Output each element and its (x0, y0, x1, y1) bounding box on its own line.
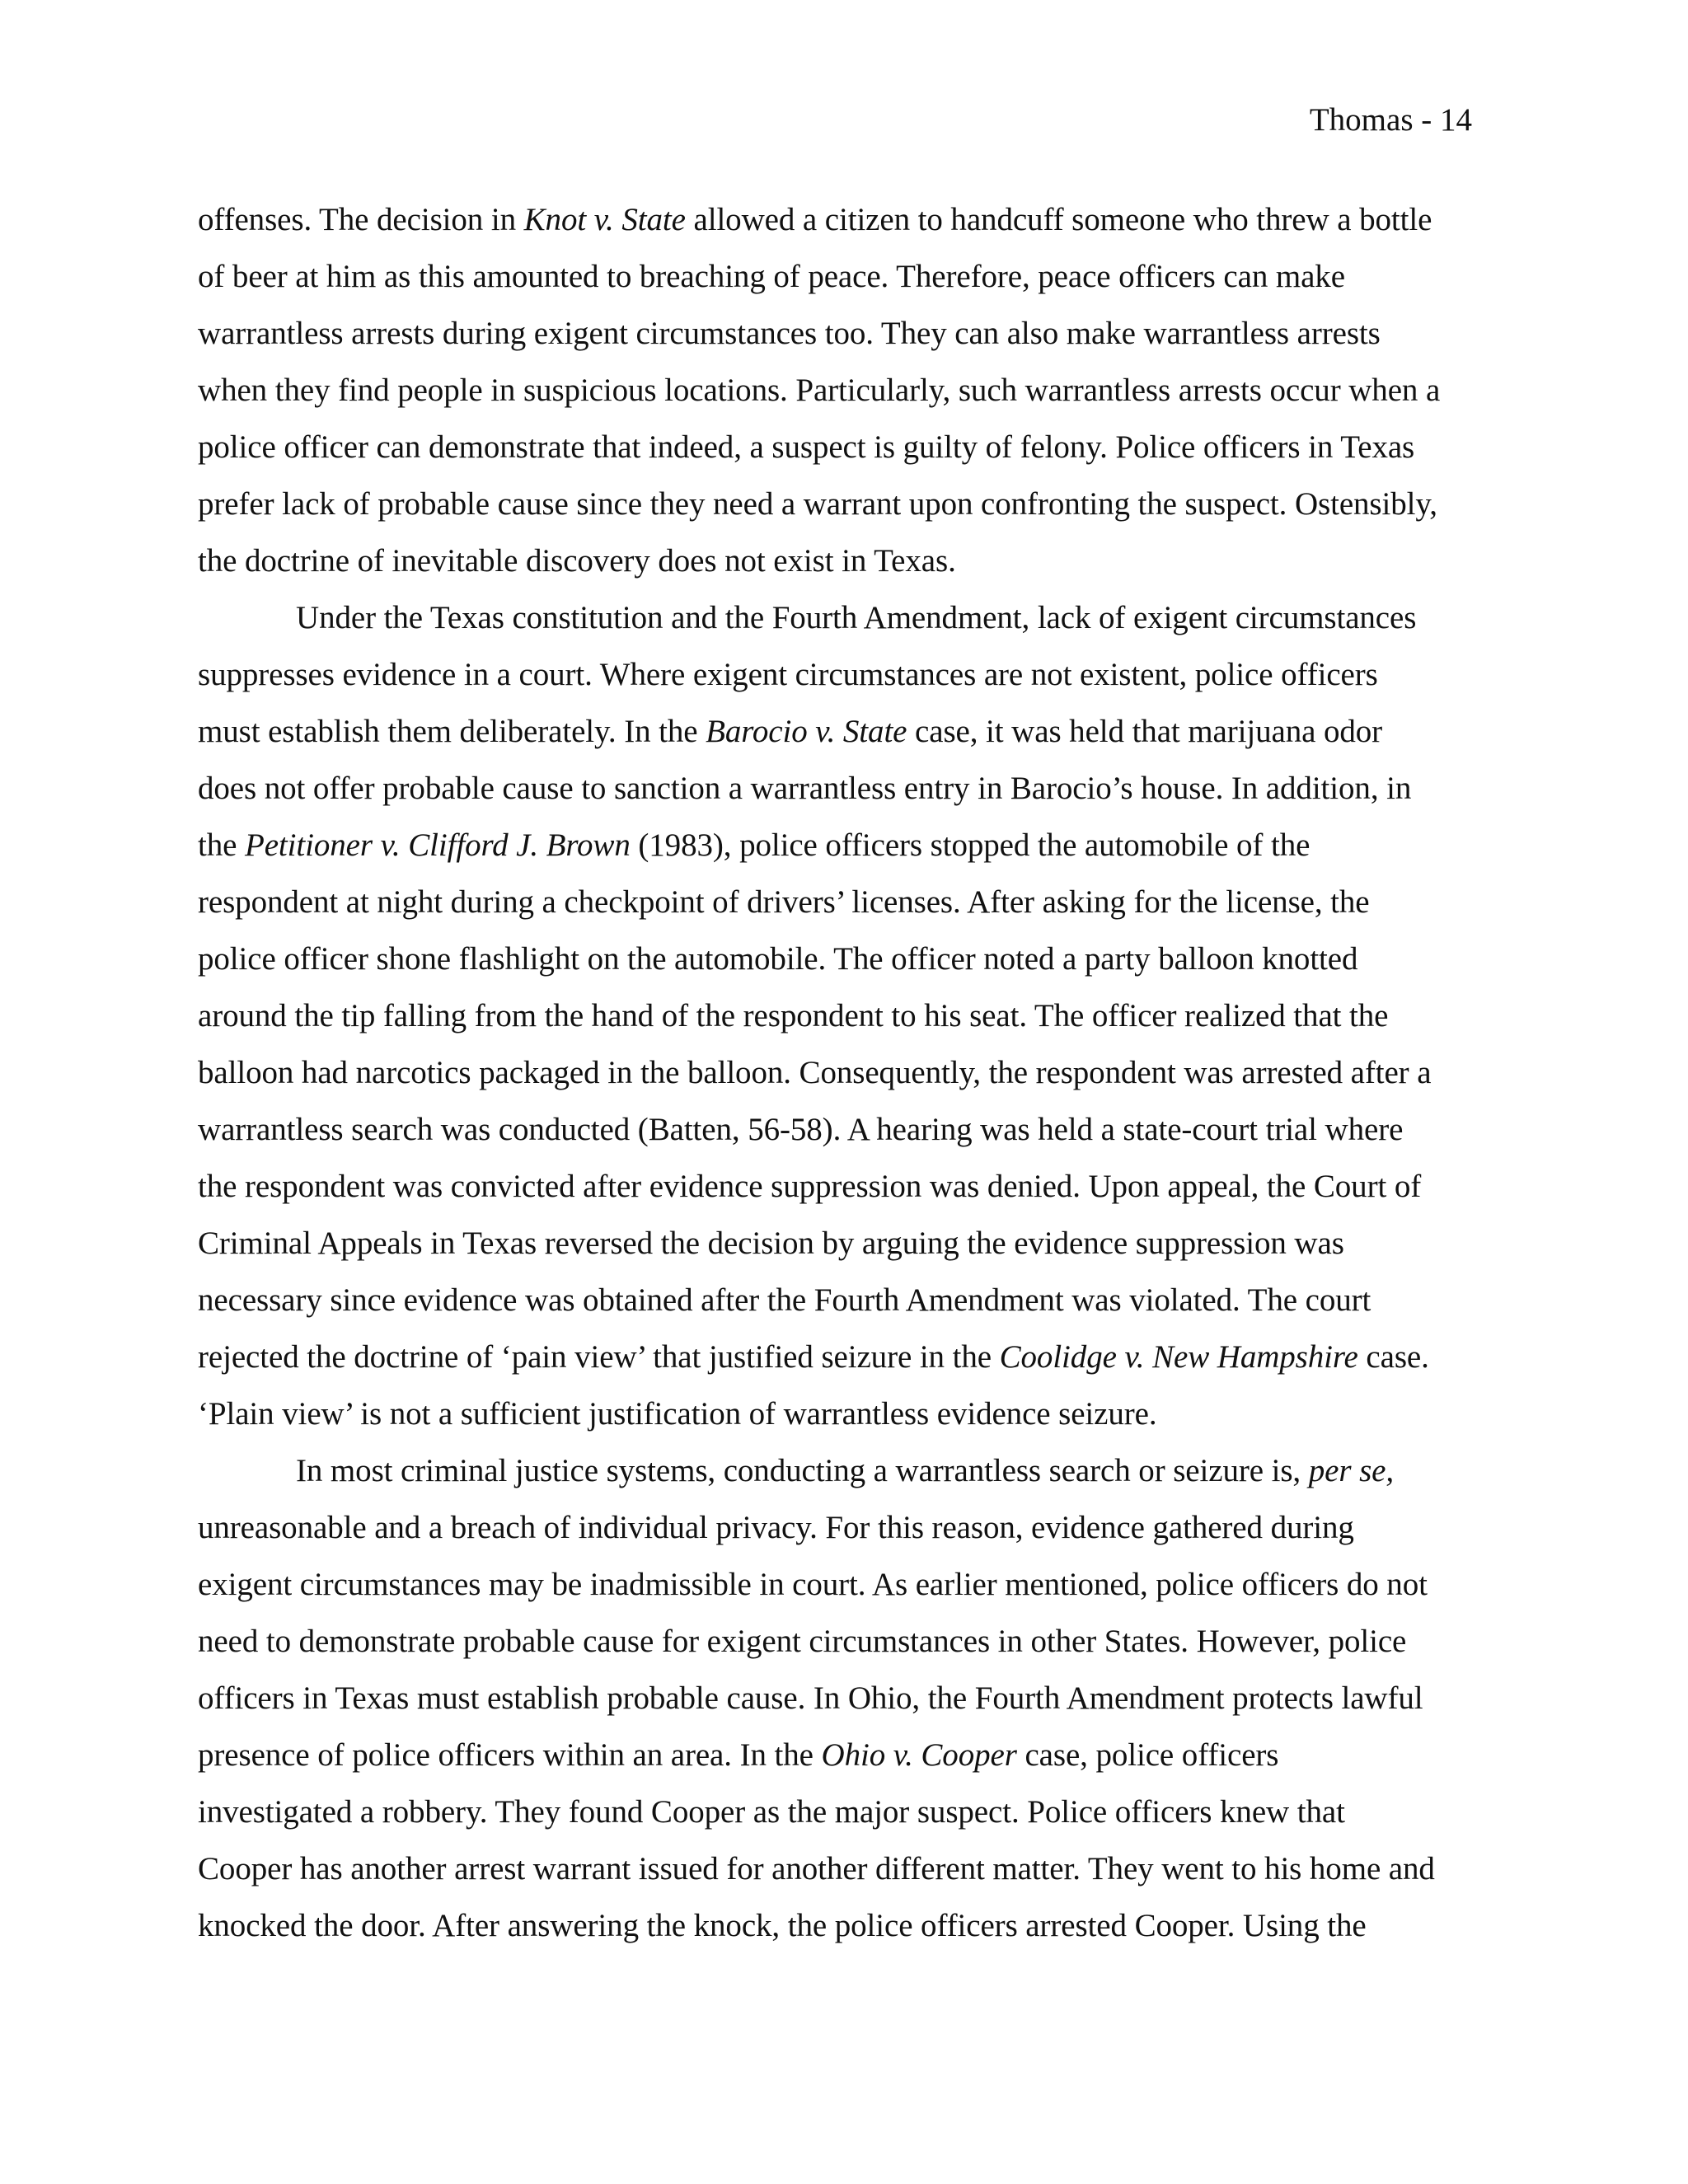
text-run: balloon had narcotics packaged in the balloon. Consequently, the respondent was arrested after a (198, 1055, 1432, 1090)
text-run: unreasonable and a breach of individual privacy. For this reason, evidence gathered during (198, 1510, 1354, 1545)
text-run: police officer can demonstrate that indeed, a suspect is guilty of felony. Police officers in Texas (198, 429, 1415, 465)
text-run: knocked the door. After answering the knock, the police officers arrested Cooper. Using the (198, 1908, 1367, 1943)
text-run: prefer lack of probable cause since they need a warrant upon confronting the suspect. Ostensibly, (198, 486, 1437, 522)
italic-case-name: Ohio v. Cooper (821, 1737, 1017, 1773)
text-line (198, 930, 1492, 987)
text-line (198, 589, 1492, 646)
text-line (198, 248, 1492, 305)
text-run: the respondent was convicted after evidence suppression was denied. Upon appeal, the Court of (198, 1169, 1422, 1204)
text-run: In most criminal justice systems, conducting a warrantless search or seizure is, (296, 1453, 1309, 1488)
text-line (198, 1556, 1492, 1613)
text-line (198, 1044, 1492, 1101)
text-line (198, 419, 1492, 476)
running-head: Thomas - 14 (1309, 102, 1472, 138)
text-run: investigated a robbery. They found Cooper as the major suspect. Police officers knew that (198, 1794, 1345, 1830)
text-run: need to demonstrate probable cause for exigent circumstances in other States. However, police (198, 1624, 1407, 1659)
text-run: case, police officers (1016, 1737, 1279, 1773)
text-run: rejected the doctrine of ‘pain view’ that justified seizure in the (198, 1339, 1000, 1375)
text-run: exigent circumstances may be inadmissible in court. As earlier mentioned, police officers do not (198, 1567, 1428, 1602)
text-run: of beer at him as this amounted to breaching of peace. Therefore, peace officers can make (198, 259, 1345, 294)
text-line (198, 1670, 1492, 1727)
text-run: allowed a citizen to handcuff someone who threw a bottle (685, 202, 1432, 237)
text-run: around the tip falling from the hand of the respondent to his seat. The officer realized that the (198, 998, 1389, 1033)
text-line (198, 817, 1492, 874)
text-run: Criminal Appeals in Texas reversed the decision by arguing the evidence suppression was (198, 1226, 1344, 1261)
text-run: Cooper has another arrest warrant issued for another different matter. They went to his home and (198, 1851, 1435, 1886)
text-run: the (198, 827, 245, 863)
text-line (198, 760, 1492, 817)
text-line (198, 1783, 1492, 1840)
text-run: warrantless arrests during exigent circumstances too. They can also make warrantless arrests (198, 316, 1381, 351)
text-run: does not offer probable cause to sanction a warrantless entry in Barocio’s house. In addition, in (198, 771, 1412, 806)
text-run: presence of police officers within an area. In the (198, 1737, 822, 1773)
text-run: the doctrine of inevitable discovery does not exist in Texas. (198, 543, 956, 579)
text-line (198, 646, 1492, 703)
text-run: offenses. The decision in (198, 202, 524, 237)
text-run: case. (1357, 1339, 1429, 1375)
text-line (198, 362, 1492, 419)
text-line (198, 191, 1492, 248)
text-line (198, 1897, 1492, 1954)
text-line (198, 305, 1492, 362)
text-line (198, 1499, 1492, 1556)
text-run: must establish them deliberately. In the (198, 714, 706, 749)
italic-case-name: Knot v. State (523, 202, 686, 237)
text-run: warrantless search was conducted (Batten, 56-58). A hearing was held a state-court trial where (198, 1112, 1404, 1147)
text-line (198, 1727, 1492, 1783)
text-run: respondent at night during a checkpoint of drivers’ licenses. After asking for the license, the (198, 884, 1370, 920)
text-run: police officer shone flashlight on the automobile. The officer noted a party balloon knotted (198, 941, 1358, 977)
text-run: necessary since evidence was obtained after the Fourth Amendment was violated. The court (198, 1282, 1372, 1318)
text-run: (1983), police officers stopped the automobile of the (630, 827, 1311, 863)
italic-case-name: Petitioner v. Clifford J. Brown (245, 827, 631, 863)
text-line (198, 1613, 1492, 1670)
text-line (198, 987, 1492, 1044)
text-line (198, 476, 1492, 532)
text-line (198, 1272, 1492, 1329)
text-run: Under the Texas constitution and the Fourth Amendment, lack of exigent circumstances (296, 600, 1417, 635)
text-line (198, 1101, 1492, 1158)
text-line (198, 1840, 1492, 1897)
text-line (198, 1442, 1492, 1499)
text-run: ‘Plain view’ is not a sufficient justification of warrantless evidence seizure. (198, 1396, 1157, 1432)
text-run: officers in Texas must establish probable cause. In Ohio, the Fourth Amendment protects lawful (198, 1680, 1423, 1716)
text-line (198, 1385, 1492, 1442)
text-run: when they find people in suspicious locations. Particularly, such warrantless arrests occur when a (198, 373, 1441, 408)
italic-case-name: Barocio v. State (706, 714, 907, 749)
text-run: case, it was held that marijuana odor (907, 714, 1383, 749)
text-run: suppresses evidence in a court. Where exigent circumstances are not existent, police officers (198, 657, 1378, 692)
text-line (198, 1158, 1492, 1215)
body-text (198, 191, 1492, 1954)
italic-case-name: per se, (1308, 1453, 1395, 1488)
text-line (198, 703, 1492, 760)
text-line (198, 874, 1492, 930)
text-line (198, 532, 1492, 589)
text-line (198, 1329, 1492, 1385)
italic-case-name: Coolidge v. New Hampshire (999, 1339, 1358, 1375)
text-line (198, 1215, 1492, 1272)
